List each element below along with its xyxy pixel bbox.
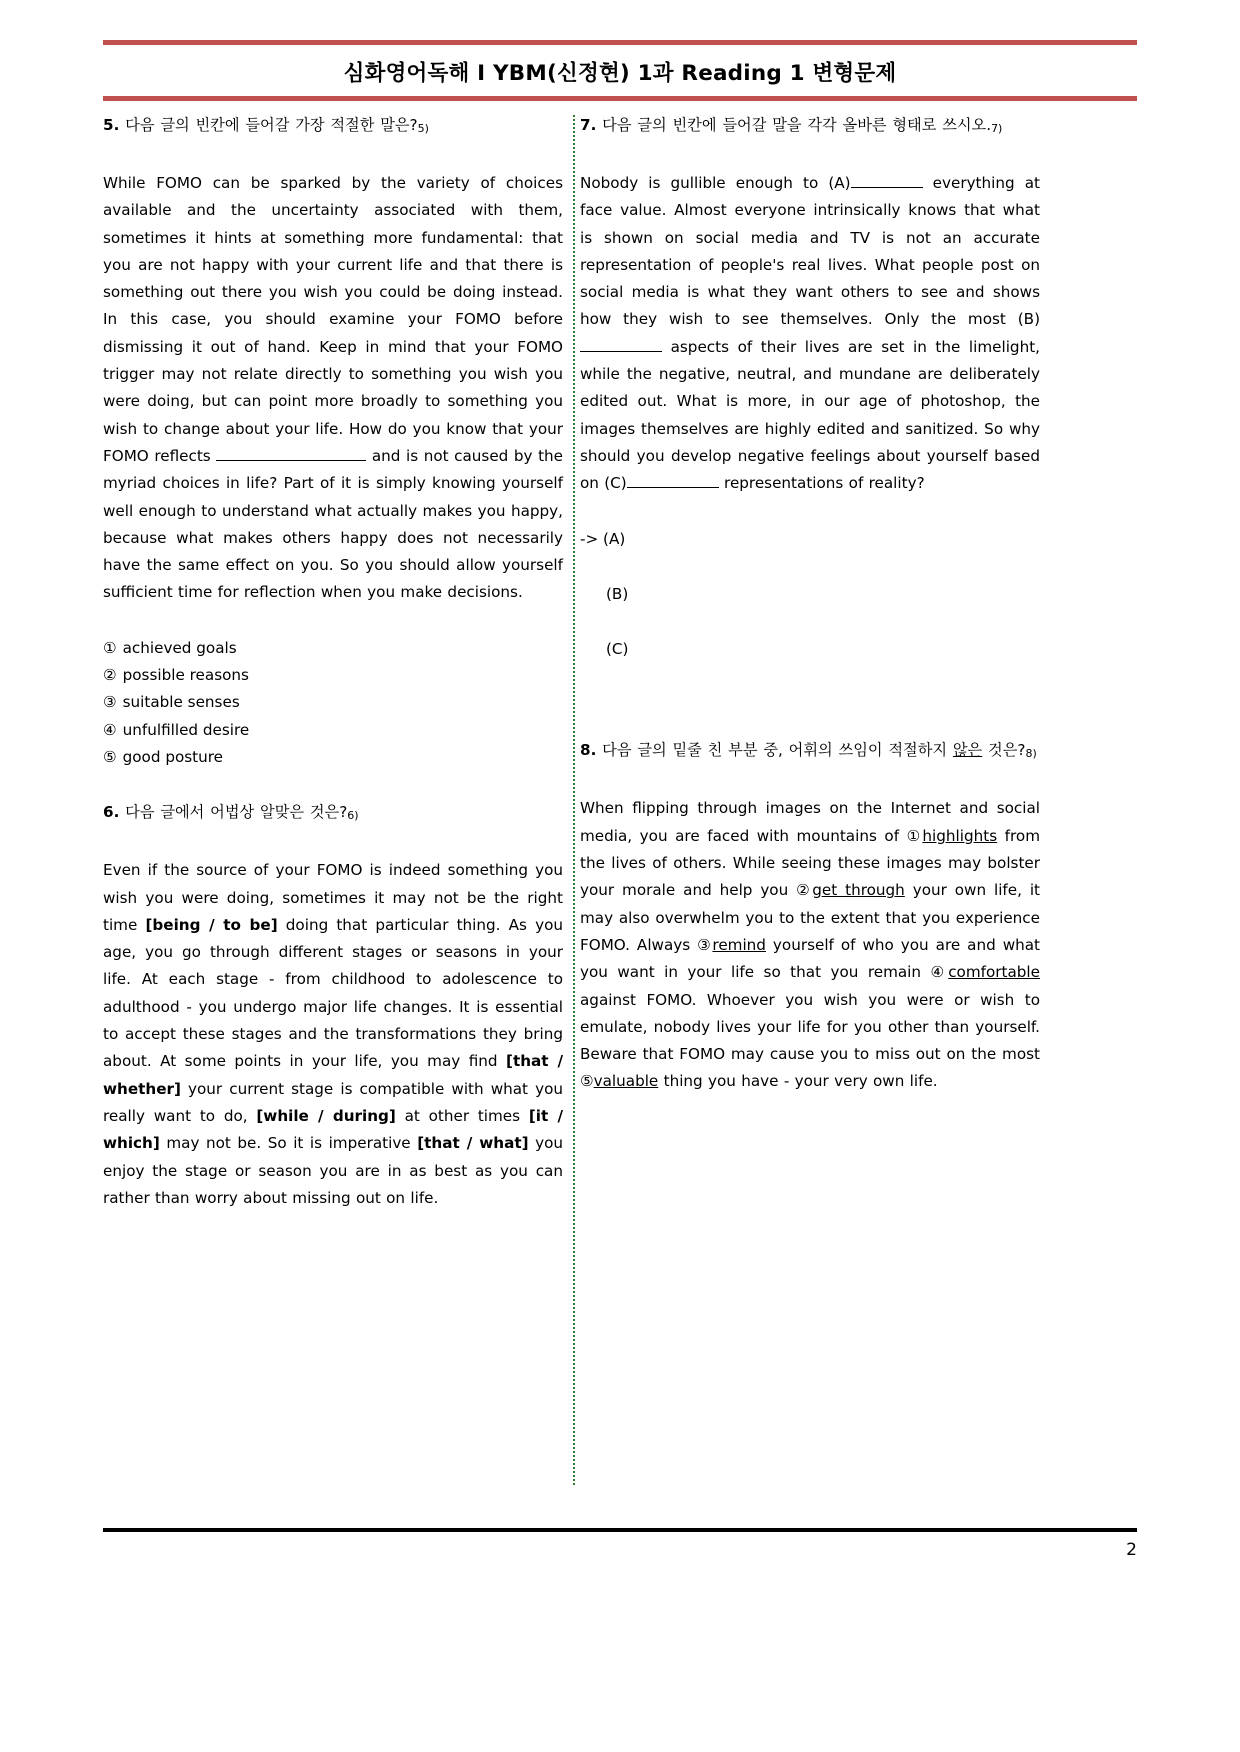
q8-seg6: thing you have - your very own life. [658,1072,938,1091]
answer-row-b[interactable] [580,581,1040,608]
q8-underlined-word-3[interactable]: remind [712,935,766,954]
option-label: good posture [122,747,223,766]
spacer [580,140,1040,170]
option-item[interactable] [103,744,563,771]
q7-seg4: representations of reality? [718,474,925,493]
option-label: suitable senses [122,693,240,712]
answer-label-a: (A) [603,529,626,548]
question-6-passage [103,857,563,1212]
left-column [103,112,563,1212]
question-8-prompt-part1: 다음 글의 밑줄 친 부분 중, 어휘의 쓰임이 적절하지 [602,741,953,760]
q8-underlined-word-2[interactable]: get through [812,881,905,900]
q6-bracket-choice-3[interactable]: [while / during] [256,1106,396,1125]
q8-underlined-word-4[interactable]: comfortable [948,963,1040,982]
page-header [103,40,1137,101]
question-6-heading [103,799,563,827]
q7-seg2: everything at face value. Almost everyone intrinsically knows that what is shown on social media and TV is not an accurate representation of people's real lives. What people post on social media is what they want others to see and shows how they wish to see themselves. Only the most (B) [580,174,1040,329]
q8-marker-5: ⑤ [580,1072,594,1091]
q7-blank-a [851,187,923,188]
answer-label-c: (C) [606,640,629,659]
option-label: unfulfilled desire [122,720,250,739]
q6-bracket-choice-4[interactable]: [it / which] [103,1106,563,1153]
page-number: 2 [1126,1540,1137,1560]
question-6-prompt: 다음 글에서 어법상 알맞은 것은? [125,803,348,822]
question-5-number: 5. [103,116,120,134]
q7-blank-c [627,487,719,488]
question-5-footnote: 5) [417,122,429,135]
q8-seg2: from the lives of others. While seeing these images may bolster your morale and help you [580,826,1040,900]
answer-arrow: -> [580,529,599,548]
q6-seg4: at other times [395,1106,529,1125]
question-5-heading [103,112,563,140]
option-item[interactable] [103,662,563,689]
question-7-footnote: 7) [991,122,1003,135]
q6-seg6: you enjoy the stage or season you are in as best as you can rather than worry about missing out on life. [103,1134,563,1207]
question-7-passage [580,170,1040,498]
question-6-footnote: 6) [347,809,359,823]
question-7-number: 7. [580,116,597,134]
q8-marker-1: ① [906,826,923,845]
q8-underlined-word-1[interactable]: highlights [922,826,998,845]
spacer [103,140,563,170]
q7-seg3: aspects of their lives are set in the limelight, while the negative, neutral, and mundane are deliberately edited out. What is more, in our age of photoshop, the images themselves are highly edited and sanitized. So why should you develop negative feelings about yourself based on (C) [580,337,1040,493]
option-label: achieved goals [122,638,237,657]
question-5-passage [103,170,563,607]
header-rule-bottom [103,96,1137,101]
q7-blank-b [580,351,662,352]
page-title: 심화영어독해 I YBM(신정현) 1과 Reading 1 변형문제 [343,61,897,86]
answer-row-c[interactable] [580,636,1040,663]
q5-passage-part1: While FOMO can be sparked by the variety of choices available and the uncertainty associated with them, sometimes it hints at something more fundamental: that you are not happy with your current life and that there is something out there you wish you could be doing instead. In this case, you should examine your FOMO before dismissing it out of hand. Keep in mind that your FOMO trigger may not relate directly to something you wish you were doing, but can point more broadly to something you wish to change about your life. How do you know that your FOMO reflects [103,174,563,465]
q5-answer-blank [216,460,366,461]
column-divider [573,115,575,1485]
spacer [103,771,563,799]
option-marker: ① [103,638,117,657]
q8-seg3: your own life, it may also overwhelm you to the extent that you experience FOMO. Always [580,881,1040,954]
q6-seg2: doing that particular thing. As you age, you go through different stages or seasons in your life. At each stage - from childhood to adolescence to adulthood - you undergo major life changes. It is essential to accept these stages and the transformations they bring about. At some points in your life, you may find [103,915,563,1071]
option-marker: ④ [103,720,117,739]
q6-bracket-choice-5[interactable]: [that / what] [417,1134,529,1153]
q5-passage-part2: and is not caused by the myriad choices in life? Part of it is simply knowing yourself well enough to understand what actually makes you happy, because what makes others happy does not necessarily have the same effect on you. So you should allow yourself sufficient time for reflection when you make decisions. [103,446,564,602]
footer-rule [103,1528,1137,1532]
question-8-heading [580,737,1040,765]
question-8-footnote: 8) [1025,747,1037,761]
question-8-prompt-emphasis: 않은 [952,741,983,760]
option-item[interactable] [103,717,563,744]
q6-seg5: may not be. So it is imperative [159,1134,418,1153]
content-columns [103,112,1137,1492]
option-item[interactable] [103,689,563,716]
question-8-passage [580,795,1040,1095]
option-item[interactable] [103,635,563,662]
q8-marker-3: ③ [697,935,713,954]
q6-bracket-choice-1[interactable]: [being / to be] [145,915,278,934]
option-marker: ⑤ [103,747,117,766]
option-marker: ② [103,666,117,685]
answer-label-b: (B) [606,584,629,603]
spacer [580,691,1040,737]
q6-seg1: Even if the source of your FOMO is indeed something you wish you were doing, sometimes it may not be the right time [103,861,563,934]
q8-underlined-word-5[interactable]: valuable [593,1072,659,1091]
option-marker: ③ [103,693,117,712]
spacer [103,607,563,635]
question-5-prompt: 다음 글의 빈칸에 들어갈 가장 적절한 말은? [125,116,418,134]
q6-bracket-choice-2[interactable]: [that / whether] [103,1052,563,1098]
q8-seg1: When flipping through images on the Internet and social media, you are faced with mountains of [580,799,1040,845]
q8-marker-4: ④ [930,963,949,982]
question-7-answer-area [580,526,1040,664]
q7-seg1: Nobody is gullible enough to (A) [580,174,851,192]
q8-seg5: against FOMO. Whoever you wish you were or wish to emulate, nobody lives your life for you other than yourself. Beware that FOMO may cause you to miss out on the most [580,990,1040,1064]
question-8-prompt-part2: 것은? [982,741,1026,760]
q8-marker-2: ② [796,881,813,900]
question-8-number: 8. [580,741,597,760]
spacer [103,827,563,857]
spacer [580,498,1040,526]
option-label: possible reasons [122,666,249,685]
question-5-options [103,635,563,771]
spacer [580,765,1040,795]
question-6-number: 6. [103,803,120,822]
question-7-heading [580,112,1040,140]
q8-seg4: yourself of who you are and what you want in your life so that you remain [580,935,1041,982]
question-7-prompt: 다음 글의 빈칸에 들어갈 말을 각각 올바른 형태로 쓰시오. [602,116,992,134]
answer-row-a[interactable] [580,526,1040,553]
right-column [580,112,1040,1096]
q6-seg3: your current stage is compatible with what you really want to do, [103,1079,563,1125]
